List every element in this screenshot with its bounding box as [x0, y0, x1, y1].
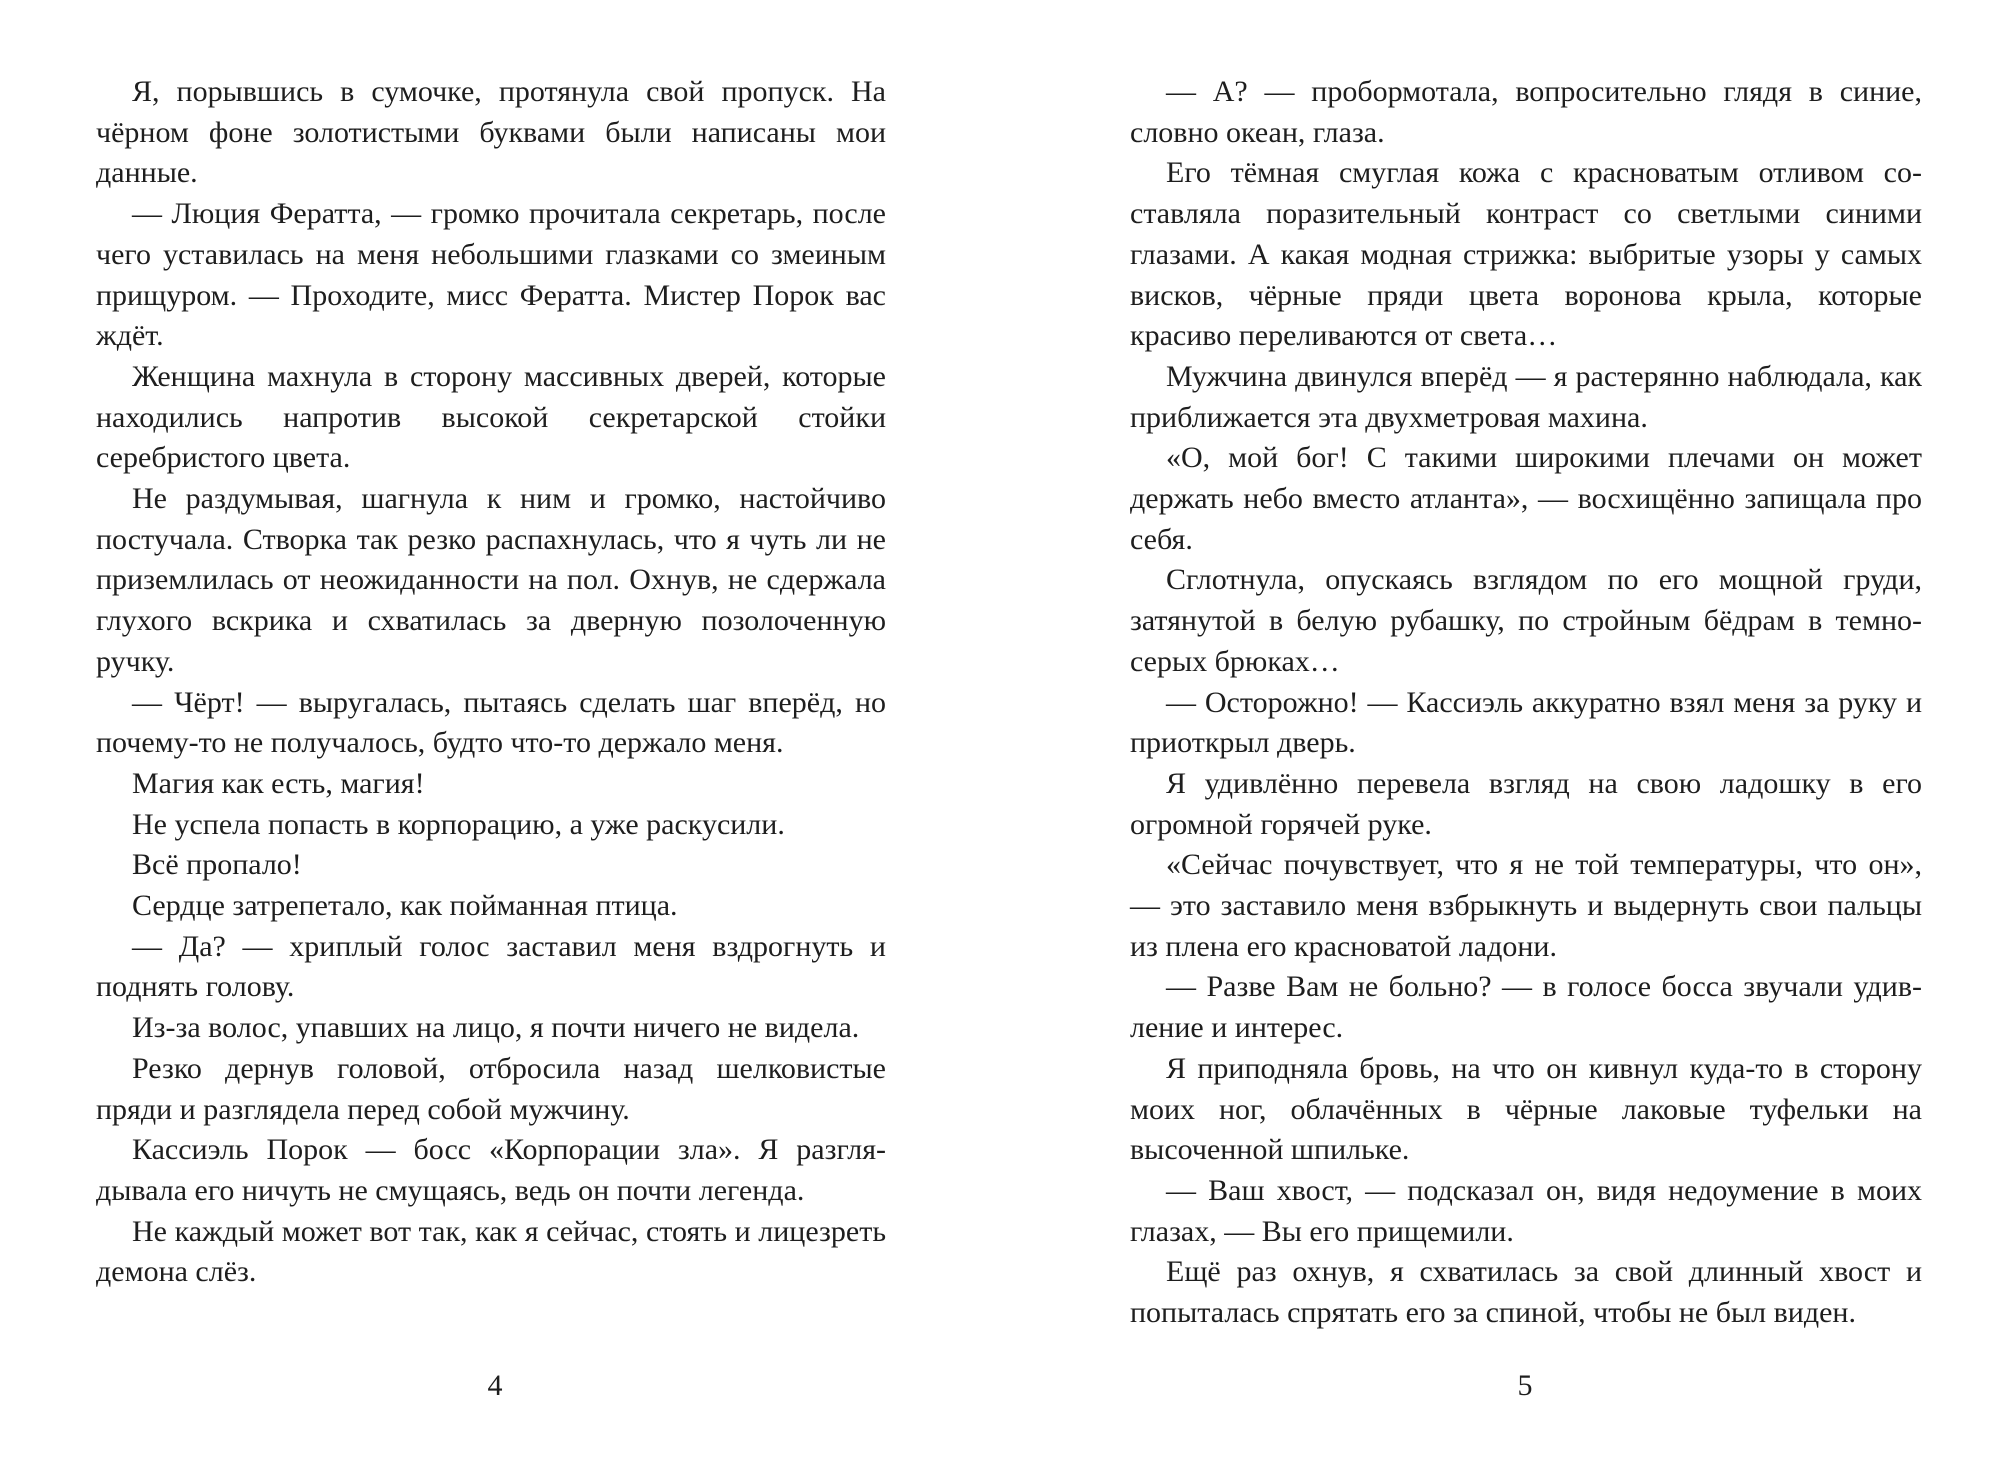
paragraph: Не раздумывая, шагнула к ним и громко, настойчиво постучала. Створка так резко распахнулась, что я чуть ли не приземлилась от неожиданности на пол. Охнув, не сдержала глухого вскрика и схватилась за дверную позолоченную ручку.	[96, 482, 886, 678]
paragraph: «Сейчас почувствует, что я не той температуры, что он», — это заставило меня взбрыкнуть и выдернуть свои пальцы из плена его красноватой ладони.	[1130, 848, 1922, 963]
paragraph: Сглотнула, опускаясь взглядом по его мощной груди, затянутой в белую рубашку, по стройным бёдрам в темно-серых брюках…	[1130, 563, 1922, 678]
paragraph: Сердце затрепетало, как пойманная птица.	[132, 889, 678, 923]
paragraph: Я удивлённо перевела взгляд на свою ладошку в его огромной горячей руке.	[1130, 766, 1922, 841]
page-number-left: 4	[487, 1369, 503, 1402]
paragraph: Не успела попасть в корпорацию, а уже раскусили.	[132, 807, 785, 841]
paragraph: Кассиэль Порок — босс «Корпорации зла». Я разглядывала его ничуть не смущаясь, ведь он почти легенда.	[96, 1133, 886, 1207]
paragraph: — Да? — хриплый голос заставил меня вздрогнуть и поднять голову.	[96, 929, 886, 1004]
right-page	[1000, 0, 2000, 1466]
paragraph: «О, мой бог! С такими широкими плечами он может держать небо вместо атланта», — восхищённо запищала про себя.	[1130, 441, 1922, 556]
paragraph: Магия как есть, магия!	[132, 766, 425, 800]
paragraph: Резко дернув головой, отбросила назад шелковистые пряди и разглядела перед собой мужчину.	[96, 1051, 886, 1126]
paragraph: — Ваш хвост, — подсказал он, видя недоумение в моих глазах, — Вы его прищемили.	[1130, 1173, 1922, 1248]
paragraph: Не каждый может вот так, как я сейчас, стоять и лицезреть демона слёз.	[96, 1214, 886, 1289]
right-page-text	[1130, 72, 1922, 1334]
page-number-right: 5	[1517, 1369, 1533, 1402]
paragraph: — Разве Вам не больно? — в голосе босса звучали удивление и интерес.	[1130, 970, 1922, 1045]
paragraph: — Чёрт! — выругалась, пытаясь сделать шаг вперёд, но почему-то не получалось, будто что-то держало меня.	[96, 685, 886, 760]
paragraph: Мужчина двинулся вперёд — я растерянно наблюдала, как приближается эта двухметровая махина.	[1130, 359, 1922, 434]
paragraph: Я, порывшись в сумочке, протянула свой пропуск. На чёрном фоне золотистыми буквами были написаны мои данные.	[96, 75, 886, 190]
paragraph: Женщина махнула в сторону массивных дверей, которые находились напротив высокой секретарской стойки серебристого цвета.	[96, 359, 886, 475]
paragraph: Всё пропало!	[132, 848, 302, 882]
paragraph: Я приподняла бровь, на что он кивнул куда-то в сторону моих ног, облачённых в чёрные лаковые туфельки на высоченной шпильке.	[1130, 1051, 1922, 1167]
paragraph: Его тёмная смуглая кожа с красноватым отливом составляла поразительный контраст со светлыми синими глазами. А какая модная стрижка: выбритые узоры у самых висков, чёрные пряди цвета воронова крыла, которые красиво переливаются от света…	[1130, 156, 1922, 353]
paragraph: Ещё раз охнув, я схватилась за свой длинный хвост и попыталась спрятать его за спиной, чтобы не был виден.	[1130, 1255, 1922, 1330]
paragraph: — Люция Фератта, — громко прочитала секретарь, после чего уставилась на меня небольшими глазками со змеиным прищуром. — Проходите, мисс Фератта. Мистер Порок вас ждёт.	[96, 197, 886, 353]
left-page-text	[96, 72, 886, 1293]
paragraph: — А? — пробормотала, вопросительно глядя в синие, словно океан, глаза.	[1130, 75, 1922, 149]
paragraph: — Осторожно! — Кассиэль аккуратно взял меня за руку и приоткрыл дверь.	[1130, 685, 1922, 760]
paragraph: Из-за волос, упавших на лицо, я почти ничего не видела.	[132, 1011, 860, 1045]
